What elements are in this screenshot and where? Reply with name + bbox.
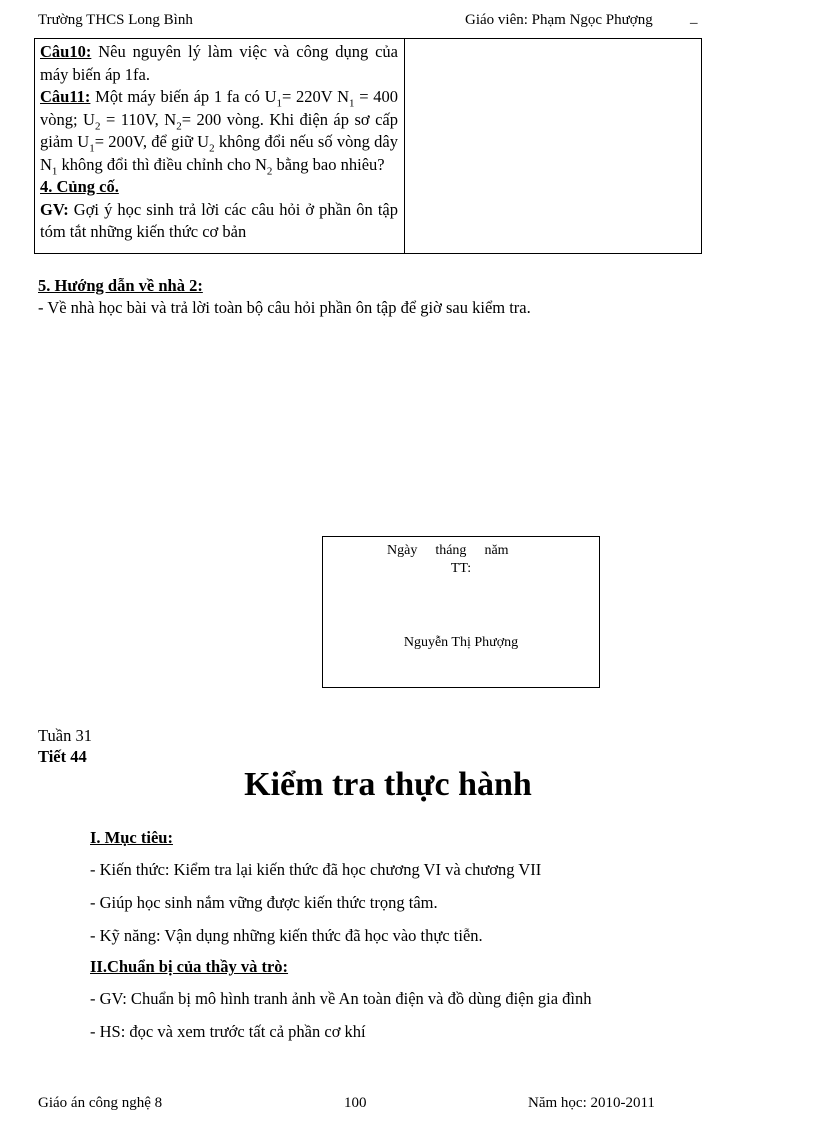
subscript: 2: [266, 164, 273, 177]
objective-line: - Giúp học sinh nắm vững được kiến thức trọng tâm.: [90, 893, 438, 912]
footer-school-year: Năm học: 2010-2011: [528, 1095, 655, 1111]
subscript: 1: [89, 142, 95, 155]
preparation-line: - GV: Chuẩn bị mô hình tranh ảnh về An toàn điện và đồ dùng điện gia đình: [90, 989, 592, 1008]
subscript: 2: [176, 119, 182, 132]
preparation-line: - HS: đọc và xem trước tất cả phần cơ khí: [90, 1022, 366, 1041]
footer-course: Giáo án công nghệ 8: [38, 1095, 163, 1111]
period-label: Tiết 44: [38, 747, 87, 766]
subscript: 2: [209, 142, 215, 155]
question-11-text: = 110V, N: [100, 109, 177, 129]
subscript: 1: [51, 164, 58, 177]
sign-day: Ngày: [387, 543, 418, 558]
sign-year: năm: [484, 543, 509, 558]
lesson-table: [34, 38, 702, 254]
question-11-text: = 200 vòng. Khi điện áp sơ cấp giảm U: [40, 109, 398, 151]
lesson-table-right-cell: [405, 39, 702, 254]
question-11-text: = 220V N: [282, 87, 350, 106]
header-school: Trường THCS Long Bình: [38, 12, 193, 28]
question-10-label: Câu10:: [40, 42, 92, 61]
homework-line: - Về nhà học bài và trả lời toàn bộ câu hỏi phần ôn tập để giờ sau kiểm tra.: [38, 298, 531, 317]
question-10: [40, 41, 398, 86]
lesson-table-left-cell: [35, 39, 405, 254]
subscript: 1: [349, 97, 355, 110]
question-11-label: Câu11:: [40, 87, 91, 106]
consolidate-heading: 4. Củng cố.: [40, 177, 119, 196]
gv-consolidate: [40, 199, 398, 244]
objective-line: - Kiến thức: Kiểm tra lại kiến thức đã học chương VI và chương VII: [90, 860, 542, 879]
objectives-heading: I. Mục tiêu:: [90, 828, 173, 847]
subscript: 1: [276, 97, 283, 110]
sign-month: tháng: [435, 543, 467, 558]
gv-label: GV:: [40, 199, 69, 219]
question-11-text: = 200V, để giữ U: [94, 132, 210, 151]
question-11-text: không đổi nếu số vòng dây N: [40, 132, 398, 174]
preparation-heading: II.Chuẩn bị của thầy và trò:: [90, 957, 289, 976]
sign-box: [322, 536, 600, 688]
homework-heading: 5. Hướng dẫn về nhà 2:: [38, 276, 203, 295]
footer-page-number: 100: [344, 1095, 367, 1111]
week-label: Tuần 31: [38, 726, 92, 745]
header-teacher: Giáo viên: Phạm Ngọc Phượng: [465, 12, 653, 28]
gv-text: Gợi ý học sinh trả lời các câu hỏi ở phần ôn tập tóm tắt những kiến thức cơ bản: [40, 199, 398, 241]
sign-date: [387, 543, 527, 559]
subscript: 2: [94, 119, 101, 132]
question-11-text: = 400 vòng; U: [40, 87, 398, 129]
question-11-text: Một máy biến áp 1 fa có U: [90, 87, 277, 106]
question-11-text: không đổi thì điều chỉnh cho N: [57, 154, 267, 174]
question-11-text: bằng bao nhiêu?: [272, 154, 385, 174]
page-title: Kiểm tra thực hành: [244, 766, 532, 803]
sign-role: TT:: [450, 561, 472, 576]
header-mark: _: [690, 10, 698, 26]
objective-line: - Kỹ năng: Vận dụng những kiến thức đã học vào thực tiễn.: [90, 926, 483, 945]
sign-name: Nguyễn Thị Phượng: [403, 635, 519, 650]
question-10-text: Nêu nguyên lý làm việc và công dụng của máy biến áp 1fa.: [40, 42, 398, 84]
question-11: [40, 86, 398, 176]
